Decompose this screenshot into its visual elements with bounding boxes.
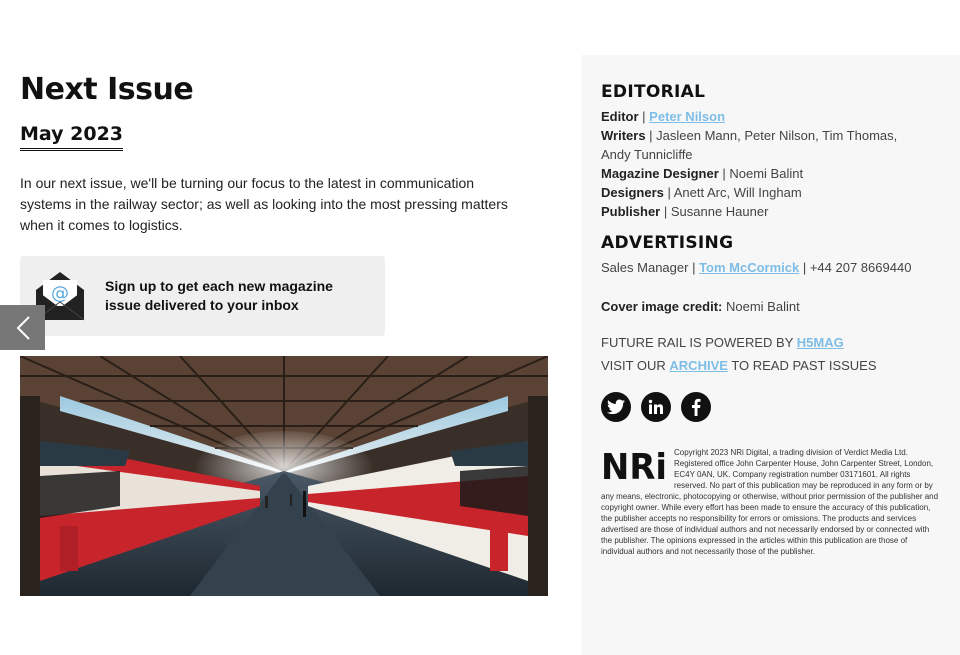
svg-text:@: @: [51, 283, 69, 304]
powered-by-line: [601, 335, 844, 350]
archive-line: [601, 358, 877, 373]
nri-logo-mark: [601, 447, 669, 481]
magazine-designer-label: Magazine Designer: [601, 166, 719, 181]
advertising-heading: ADVERTISING: [601, 233, 734, 253]
magazine-designer-name: Noemi Balint: [729, 166, 804, 181]
nri-logo: [601, 447, 674, 481]
cover-credit-name: Noemi Balint: [726, 299, 800, 314]
issue-title: Next Issue: [20, 72, 194, 107]
magazine-designer-line: Magazine Designer | Noemi Balint: [601, 166, 804, 181]
editorial-heading: EDITORIAL: [601, 82, 706, 102]
issue-intro: In our next issue, we'll be turning our focus to the latest in communication systems in the railway sector; as well as looking into the most pressing matters when it comes to logistics.: [20, 175, 508, 233]
sales-manager-role: Sales Manager: [601, 260, 689, 275]
previous-page-button[interactable]: [0, 305, 45, 350]
cover-credit-label: Cover image credit:: [601, 299, 723, 314]
archive-link[interactable]: ARCHIVE: [669, 358, 728, 373]
twitter-button[interactable]: [601, 392, 631, 422]
facebook-button[interactable]: [681, 392, 711, 422]
train-station-photo: [20, 356, 548, 596]
copyright-text: Copyright 2023 NRi Digital, a trading division of Verdict Media Ltd. Registered office John Carpenter House, John Carpenter Street, London, EC4Y 0AN, UK. Company registration number 03171601. All rights reserved. No part of this publication may be reproduced in any form or by any means, electronic, photocopying or otherwise, without prior permission of the publisher and copyright owner. While every effort has been made to ensure the accuracy of this publication, the publisher accepts no responsibility for errors or omissions. The products and services advertised are those of individual authors and not necessarily endorsed by or connected with the publisher. The opinions expressed in the articles within this publication are those of individual authors and not necessarily those of the publisher.: [601, 448, 939, 556]
sales-manager-line: Sales Manager | Tom McCormick | +44 207 8669440: [601, 260, 912, 275]
designers-line: Designers | Anett Arc, Will Ingham: [601, 185, 802, 200]
svg-text:NRi: NRi: [601, 447, 667, 481]
archive-prefix: VISIT OUR: [601, 358, 666, 373]
cover-credit-line: [601, 297, 921, 316]
powered-by-text: FUTURE RAIL IS POWERED BY: [601, 335, 794, 350]
newsletter-signup-label: Sign up to get each new magazine issue delivered to your inbox: [105, 278, 333, 313]
writers-line: Writers | Jasleen Mann, Peter Nilson, Tim Thomas, Andy Tunnicliffe: [601, 128, 898, 162]
designers-label: Designers: [601, 185, 664, 200]
linkedin-icon: [648, 399, 664, 415]
publisher-name: Susanne Hauner: [670, 204, 769, 219]
chevron-left-icon: [15, 315, 31, 341]
publisher-line: Publisher | Susanne Hauner: [601, 204, 769, 219]
writers-names: Jasleen Mann, Peter Nilson, Tim Thomas, Andy Tunnicliffe: [601, 128, 898, 162]
twitter-icon: [607, 399, 625, 415]
archive-suffix: TO READ PAST ISSUES: [731, 358, 877, 373]
sales-manager-phone: +44 207 8669440: [809, 260, 912, 275]
writers-label: Writers: [601, 128, 646, 143]
copyright-notice: [601, 447, 941, 557]
newsletter-signup-button[interactable]: [20, 256, 385, 336]
linkedin-button[interactable]: [641, 392, 671, 422]
editor-label: Editor: [601, 109, 639, 124]
editor-link[interactable]: Peter Nilson: [649, 109, 726, 124]
facebook-icon: [691, 398, 701, 416]
issue-date: May 2023: [20, 123, 123, 151]
sales-manager-link[interactable]: Tom McCormick: [699, 260, 800, 275]
h5mag-link[interactable]: H5MAG: [796, 335, 844, 350]
editor-line: Editor | Peter Nilson: [601, 109, 726, 124]
publisher-label: Publisher: [601, 204, 661, 219]
designers-names: Anett Arc, Will Ingham: [673, 185, 802, 200]
